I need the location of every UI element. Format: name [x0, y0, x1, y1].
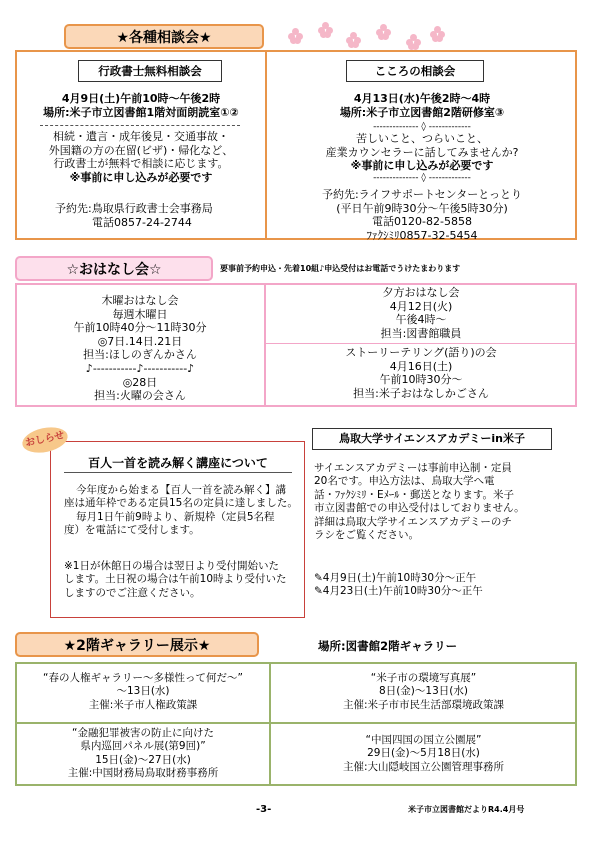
kokoro-title: こころの相談会 [346, 60, 484, 82]
gallery-item-host: 主催:米子市市民生活部環境政策課 [342, 698, 505, 711]
gallery-location: 場所:図書館2階ギャラリー [318, 639, 458, 653]
science-date: ✎4月9日(土)午前10時30分～正午 [314, 572, 477, 584]
thursday-staff: 担当:ほしのぎんかさん [83, 348, 197, 362]
kokoro-contact [267, 188, 577, 242]
gallery-item-3 [17, 727, 269, 781]
gallery-item-title: “米子市の環境写真展” [370, 672, 477, 684]
thursday-time: 午前10時40分～11時30分 [73, 321, 207, 335]
kokoro-contact-phone: 電話0120-82-5858 [372, 215, 472, 229]
kokoro-contact-fax: ﾌｧｸｼﾐﾘ0857-32-5454 [366, 228, 478, 242]
science-body-line: サイエンスアカデミーは事前申込制・定員 [314, 462, 512, 474]
hyakunin-text-line: 今年度から始まる【百人一首を読み解く】講 [76, 484, 286, 496]
evening-time: 午後4時～ [395, 313, 447, 327]
kokoro-body [267, 122, 577, 183]
gyosei-body [17, 130, 265, 184]
gyosei-contact [55, 202, 260, 229]
gyosei-date: 4月9日(土)午前10時～午後2時 [61, 92, 221, 105]
gallery-item-host: 主催:米子市人権政策課 [88, 698, 198, 711]
hyakunin-text-line: 座は通年枠である定員15名の定員に達しました。 [64, 497, 298, 510]
hyakunin-note-line: します。土日祝の場合は午前10時より受付いた [64, 573, 287, 586]
kokoro-date: 4月13日(水)午後2時～4時 [353, 92, 491, 105]
oshirase-badge: おしらせ [20, 423, 70, 456]
hyakunin-para1 [64, 484, 300, 538]
gallery-item-title: 県内巡回パネル展(第9回)” [80, 740, 206, 753]
gyosei-rule [40, 125, 240, 126]
gyosei-note: ※事前に申し込みが必要です [69, 170, 213, 184]
gyosei-contact-name: 予約先:鳥取県行政書士会事務局 [55, 202, 213, 215]
consult-header: ★各種相談会★ [64, 24, 264, 49]
ohanashi-hdivider [265, 343, 576, 344]
kokoro-place: 場所:米子市立図書館2階研修室③ [339, 105, 505, 119]
science-body-line: 話・ﾌｧｸｼﾐﾘ・Eﾒｰﾙ・郵送となります。米子 [314, 488, 515, 501]
storytelling-date: 4月16日(土) [389, 359, 453, 373]
kokoro-note: ※事前に申し込みが必要です [350, 159, 494, 173]
cherry-blossom-icons [280, 22, 450, 50]
science-body-line: ラシをご覧ください。 [314, 529, 419, 542]
science-body-line: 20名です。申込方法は、鳥取大学へ電 [314, 475, 495, 488]
thursday-staff2: 担当:火曜の会さん [94, 389, 186, 403]
hyakunin-text-line: 度）を電話にて受付します。 [64, 524, 200, 537]
gyosei-body-line: 外国籍の方の在留(ビザ)・帰化など、 [48, 143, 234, 157]
kokoro-schedule [267, 92, 577, 119]
storytelling [266, 346, 576, 400]
hyakunin-text-line: 毎月1日午前9時より、新規枠（定員5名程 [76, 510, 275, 523]
gallery-item-title: “春の人権ギャラリー～多様性って何だ～” [43, 672, 243, 684]
thursday-title: 木曜おはなし会 [101, 294, 179, 307]
ohanashi-header: ☆おはなし会☆ [15, 256, 213, 281]
hyakunin-para2 [64, 560, 300, 600]
gyosei-title: 行政書士無料相談会 [78, 60, 222, 82]
storytelling-staff: 担当:米子おはなしかごさん [353, 386, 489, 400]
gyosei-schedule [17, 92, 265, 119]
gallery-item-1 [17, 672, 269, 712]
gallery-item-dates: 15日(金)～27日(水) [95, 753, 191, 766]
storytelling-time: 午前10時30分～ [379, 373, 463, 387]
kokoro-divider: -------------- ◊ ------------- [373, 172, 471, 183]
gallery-item-title: “中国四国の国立公園展” [365, 734, 482, 746]
page-number: -3- [256, 804, 272, 815]
hyakunin-title: 百人一首を読み解く講座について [88, 456, 268, 470]
science-dates [314, 572, 576, 599]
gallery-item-2 [271, 672, 576, 712]
kokoro-contact-name: 予約先:ライフサポートセンターとっとり [321, 188, 523, 201]
thursday-divider: ♪-----------♪-----------♪ [85, 361, 195, 375]
gallery-item-dates: 29日(金)～5月18日(水) [367, 747, 480, 760]
gallery-header: ★2階ギャラリー展示★ [15, 632, 259, 657]
thursday-dates: ◎7日.14日.21日 [97, 334, 183, 348]
science-date: ✎4月23日(土)午前10時30分～正午 [314, 585, 483, 598]
gallery-item-dates: 8日(金)～13日(水) [379, 685, 468, 698]
gyosei-place: 場所:米子市立図書館1階対面朗読室①② [43, 105, 239, 119]
science-body-line: 市立図書館での申込受付はしておりません。 [314, 502, 525, 515]
hyakunin-note-line: ※1日が休館日の場合は翌日より受付開始いた [64, 560, 279, 572]
kokoro-body-line: 産業カウンセラーに話してみませんか? [325, 145, 519, 159]
gallery-item-host: 主催:中国財務局鳥取財務事務所 [67, 767, 219, 780]
thursday-weekly: 毎週木曜日 [112, 307, 168, 321]
gyosei-body-line: 相続・遺言・成年後見・交通事故・ [53, 130, 229, 143]
evening-ohanashi [266, 286, 576, 340]
gallery-item-dates: ～13日(水) [116, 685, 170, 698]
thursday-ohanashi [17, 294, 263, 403]
evening-date: 4月12日(火) [389, 299, 453, 313]
gallery-item-title: “金融犯罪被害の防止に向けた [72, 727, 214, 739]
storytelling-title: ストーリーテリング(語り)の会 [345, 346, 497, 359]
newsletter-name: 米子市立図書館だよりR4.4月号 [408, 805, 525, 814]
science-body-line: 詳細は鳥取大学サイエンスアカデミーのチ [314, 515, 512, 528]
gallery-item-4 [271, 734, 576, 774]
science-title: 鳥取大学サイエンスアカデミーin米子 [312, 428, 552, 450]
evening-staff: 担当:図書館職員 [380, 326, 462, 340]
kokoro-divider: -------------- ◊ ------------- [373, 122, 471, 132]
science-body [314, 462, 576, 542]
thursday-date2: ◎28日 [122, 375, 158, 389]
gyosei-contact-phone: 電話0857-24-2744 [92, 215, 192, 229]
ohanashi-notice: 要事前予約申込・先着10組♪申込受付はお電話でうけたまわります [220, 264, 461, 273]
hyakunin-title-rule [64, 472, 292, 473]
kokoro-contact-hours: (平日午前9時30分～午後5時30分) [336, 201, 508, 215]
hyakunin-note-line: しますのでご注意ください。 [64, 586, 201, 599]
evening-title: 夕方おはなし会 [382, 286, 460, 299]
gallery-item-host: 主催:大山隠岐国立公園管理事務所 [342, 760, 505, 773]
gallery-hdivider [15, 722, 577, 724]
kokoro-body-line: 苦しいこと、つらいこと、 [356, 132, 488, 145]
gyosei-body-line: 行政書士が無料で相談に応じます。 [53, 157, 229, 171]
